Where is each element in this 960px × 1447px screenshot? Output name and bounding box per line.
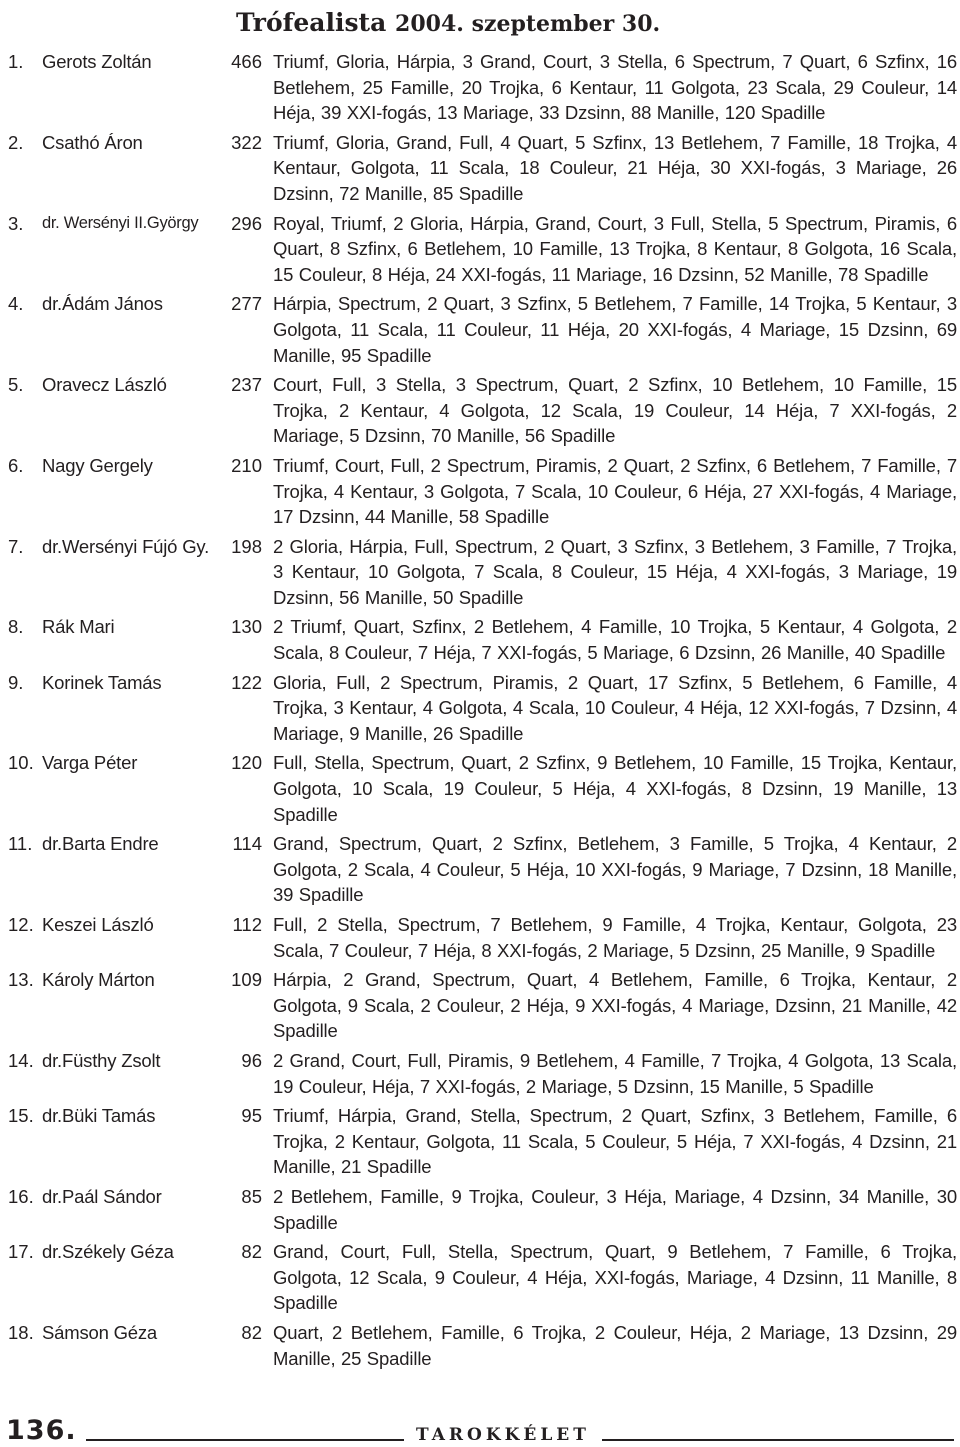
player-name: dr.Barta Endre	[42, 833, 159, 855]
trophy-list-text: Royal, Triumf, 2 Gloria, Hárpia, Grand, Court, 3 Full, Stella, 5 Spectrum, Piramis, 6 Quart, 8 Szfinx, 6 Betlehem, 10 Famille, 13 Trojka, 8 Kentaur, 8 Golgota, 16 Scala, 15 Couleur, 8 Héja, 24 XXI-fogás, 11 Mariage, 16 Dzsinn, 52 Manille, 78 Spadille	[273, 212, 957, 285]
entry-rank: 9.	[8, 671, 24, 693]
player-name: Sámson Géza	[42, 1321, 158, 1343]
trophy-list-text: Triumf, Court, Full, 2 Spectrum, Piramis, 2 Quart, 2 Szfinx, 6 Betlehem, 7 Famille, 7 Trojka, 4 Kentaur, 3 Golgota, 7 Scala, 10 Couleur, 6 Héja, 27 XXI-fogás, 4 Mariage, 17 Dzsinn, 44 Manille, 58 Spadille	[273, 454, 957, 528]
player-points: 114	[232, 833, 262, 855]
player-name: dr.Székely Géza	[42, 1241, 174, 1263]
player-name: dr.Paál Sándor	[42, 1185, 162, 1207]
trophy-list-text: Grand, Spectrum, Quart, 2 Szfinx, Betlehem, 3 Famille, 5 Trojka, 4 Kentaur, 2 Golgota, 2 Scala, 4 Couleur, 5 Héja, 10 XXI-fogás, 9 Mariage, 7 Dzsinn, 18 Manille, 39 Spadille	[273, 833, 957, 906]
player-name: Varga Péter	[42, 752, 138, 774]
list-item	[0, 967, 960, 1044]
player-name: dr.Füsthy Zsolt	[42, 1049, 161, 1071]
player-points: 198	[231, 535, 262, 557]
player-name: dr.Wersényi Fújó Gy.	[42, 535, 210, 557]
player-name: dr. Wersényi II.György	[42, 213, 199, 232]
list-item	[0, 912, 960, 963]
trophy-list-text: Hárpia, 2 Grand, Spectrum, Quart, 4 Betlehem, Famille, 6 Trojka, Kentaur, 2 Golgota, 9 Scala, 2 Couleur, 2 Héja, 9 XXI-fogás, 4 Mariage, Dzsinn, 21 Manille, 42 Spadille	[273, 969, 957, 1042]
entry-rank: 14.	[8, 1049, 34, 1071]
entry-rank: 11.	[8, 833, 33, 855]
entry-rank: 15.	[8, 1105, 34, 1127]
trophy-list-text: Triumf, Hárpia, Grand, Stella, Spectrum, 2 Quart, Szfinx, 3 Betlehem, Famille, 6 Trojka, 2 Kentaur, Golgota, 11 Scala, 5 Couleur, 5 Héja, 7 XXI-fogás, 4 Dzsinn, 21 Manille, 21 Spadille	[273, 1105, 957, 1178]
player-points: 122	[231, 671, 262, 693]
trophy-list-text: Gloria, Full, 2 Spectrum, Piramis, 2 Quart, 17 Szfinx, 5 Betlehem, 6 Famille, 4 Trojka, 3 Kentaur, 4 Golgota, 4 Scala, 10 Couleur, 4 Héja, 12 XXI-fogás, 7 Dzsinn, 4 Mariage, 9 Manille, 26 Spadille	[273, 671, 957, 744]
entry-rank: 12.	[8, 914, 34, 935]
trophy-list-text: Court, Full, 3 Stella, 3 Spectrum, Quart, 2 Szfinx, 10 Betlehem, 10 Famille, 15 Trojka, 2 Kentaur, 4 Golgota, 12 Scala, 19 Couleur, 14 Héja, 7 XXI-fogás, 2 Mariage, 5 Dzsinn, 70 Manille, 56 Spadille	[273, 374, 957, 447]
list-item	[0, 372, 960, 449]
trophy-list	[0, 49, 960, 1375]
player-points: 322	[231, 131, 262, 153]
trophy-list-text: 2 Grand, Court, Full, Piramis, 9 Betlehem, 4 Famille, 7 Trojka, 4 Golgota, 13 Scala, 19 Couleur, Héja, 7 XXI-fogás, 2 Mariage, 5 Dzsinn, 15 Manille, 5 Spadille	[273, 1049, 957, 1097]
entry-rank: 3.	[8, 212, 24, 234]
player-name: Korinek Tamás	[42, 671, 162, 693]
entry-rank: 8.	[8, 616, 24, 638]
list-item	[0, 453, 960, 530]
trophy-list-text: Full, 2 Stella, Spectrum, 7 Betlehem, 9 Famille, 4 Trojka, Kentaur, Golgota, 23 Scala, 7 Couleur, 7 Héja, 8 XXI-fogás, 2 Mariage, 5 Dzsinn, 25 Manille, 9 Spadille	[273, 914, 957, 961]
list-item	[0, 614, 960, 665]
player-name: Károly Márton	[42, 969, 155, 991]
page-footer	[0, 1414, 960, 1447]
player-points: 237	[231, 374, 262, 396]
player-name: Nagy Gergely	[42, 454, 153, 476]
player-points: 296	[231, 212, 262, 234]
list-item	[0, 831, 960, 908]
page-number: 136.	[6, 1415, 77, 1446]
trophy-list-text: 2 Betlehem, Famille, 9 Trojka, Couleur, 3 Héja, Mariage, 4 Dzsinn, 34 Manille, 30 Spadille	[273, 1185, 957, 1233]
list-item	[0, 1048, 960, 1099]
entry-rank: 17.	[8, 1241, 34, 1263]
player-name: Keszei László	[42, 914, 154, 935]
list-item	[0, 1103, 960, 1180]
list-item	[0, 1320, 960, 1371]
entry-rank: 5.	[8, 374, 24, 396]
trophy-list-text: Hárpia, Spectrum, 2 Quart, 3 Szfinx, 5 Betlehem, 7 Famille, 14 Trojka, 5 Kentaur, 3 Golgota, 11 Scala, 11 Couleur, 11 Héja, 20 XXI-fogás, 4 Mariage, 15 Dzsinn, 69 Manille, 95 Spadille	[273, 293, 957, 366]
trophy-list-text: Triumf, Gloria, Hárpia, 3 Grand, Court, 3 Stella, 6 Spectrum, 7 Quart, 6 Szfinx, 16 Betlehem, 25 Famille, 20 Trojka, 6 Kentaur, 11 Golgota, 23 Scala, 29 Couleur, 14 Héja, 39 XXI-fogás, 13 Mariage, 33 Dzsinn, 88 Manille, 120 Spadille	[273, 51, 957, 124]
player-name: dr.Büki Tamás	[42, 1105, 156, 1127]
player-points: 95	[241, 1105, 262, 1127]
trophy-list-text: 2 Gloria, Hárpia, Full, Spectrum, 2 Quart, 3 Szfinx, 3 Betlehem, 3 Famille, 7 Trojka, 3 Kentaur, 10 Golgota, 7 Scala, 8 Couleur, 15 Héja, 4 XXI-fogás, 3 Mariage, 19 Dzsinn, 56 Manille, 50 Spadille	[273, 535, 957, 608]
player-name: Rák Mari	[42, 616, 115, 638]
list-item	[0, 750, 960, 827]
list-item	[0, 49, 960, 126]
player-name: dr.Ádám János	[42, 293, 163, 315]
list-item	[0, 1184, 960, 1235]
player-name: Csathó Áron	[42, 131, 143, 153]
trophy-list-text: Grand, Court, Full, Stella, Spectrum, Quart, 9 Betlehem, 7 Famille, 6 Trojka, Golgota, 12 Scala, 9 Couleur, 4 Héja, XXI-fogás, Mariage, 4 Dzsinn, 11 Manille, 8 Spadille	[273, 1241, 957, 1314]
list-item	[0, 534, 960, 611]
player-points: 82	[241, 1241, 262, 1263]
entry-rank: 2.	[8, 131, 24, 153]
player-points: 277	[231, 293, 262, 315]
list-item	[0, 291, 960, 368]
entry-rank: 7.	[8, 535, 24, 557]
entry-rank: 6.	[8, 454, 24, 476]
page-title	[236, 6, 660, 41]
entry-rank: 18.	[8, 1321, 34, 1343]
trophy-list-text: Quart, 2 Betlehem, Famille, 6 Trojka, 2 Couleur, Héja, 2 Mariage, 13 Dzsinn, 29 Manille, 25 Spadille	[273, 1321, 957, 1369]
player-points: 96	[241, 1049, 262, 1071]
trophy-list-text: Triumf, Gloria, Grand, Full, 4 Quart, 5 Szfinx, 13 Betlehem, 7 Famille, 18 Trojka, 4 Kentaur, Golgota, 11 Scala, 18 Couleur, 21 Héja, 30 XXI-fogás, 3 Mariage, 26 Dzsinn, 72 Manille, 85 Spadille	[273, 131, 957, 204]
magazine-name: TAROKKÉLET	[404, 1424, 602, 1446]
player-points: 120	[231, 752, 262, 774]
entry-rank: 16.	[8, 1185, 34, 1207]
title-main: Trófealista	[236, 8, 387, 37]
trophy-list-text: 2 Triumf, Quart, Szfinx, 2 Betlehem, 4 Famille, 10 Trojka, 5 Kentaur, 4 Golgota, 2 Scala, 8 Couleur, 7 Héja, 7 XXI-fogás, 5 Mariage, 6 Dzsinn, 26 Manille, 40 Spadille	[273, 616, 957, 664]
player-name: Gerots Zoltán	[42, 51, 152, 72]
trophy-list-text: Full, Stella, Spectrum, Quart, 2 Szfinx, 9 Betlehem, 10 Famille, 15 Trojka, Kentaur, Golgota, 10 Scala, 19 Couleur, 5 Héja, 4 XXI-fogás, 8 Dzsinn, 19 Manille, 13 Spadille	[273, 752, 957, 825]
player-points: 210	[231, 454, 262, 476]
player-name: Oravecz László	[42, 374, 167, 396]
entry-rank: 1.	[8, 51, 24, 72]
player-points: 109	[231, 969, 262, 991]
player-points: 466	[231, 51, 262, 72]
list-item	[0, 670, 960, 747]
entry-rank: 13.	[8, 969, 34, 991]
list-item	[0, 130, 960, 207]
entry-rank: 4.	[8, 293, 24, 315]
player-points: 112	[232, 914, 262, 935]
player-points: 82	[241, 1321, 262, 1343]
list-item	[0, 1239, 960, 1316]
player-points: 130	[231, 616, 262, 638]
list-item	[0, 211, 960, 288]
title-date: 2004. szeptember 30.	[395, 11, 661, 37]
entry-rank: 10.	[8, 752, 34, 774]
player-points: 85	[241, 1185, 262, 1207]
